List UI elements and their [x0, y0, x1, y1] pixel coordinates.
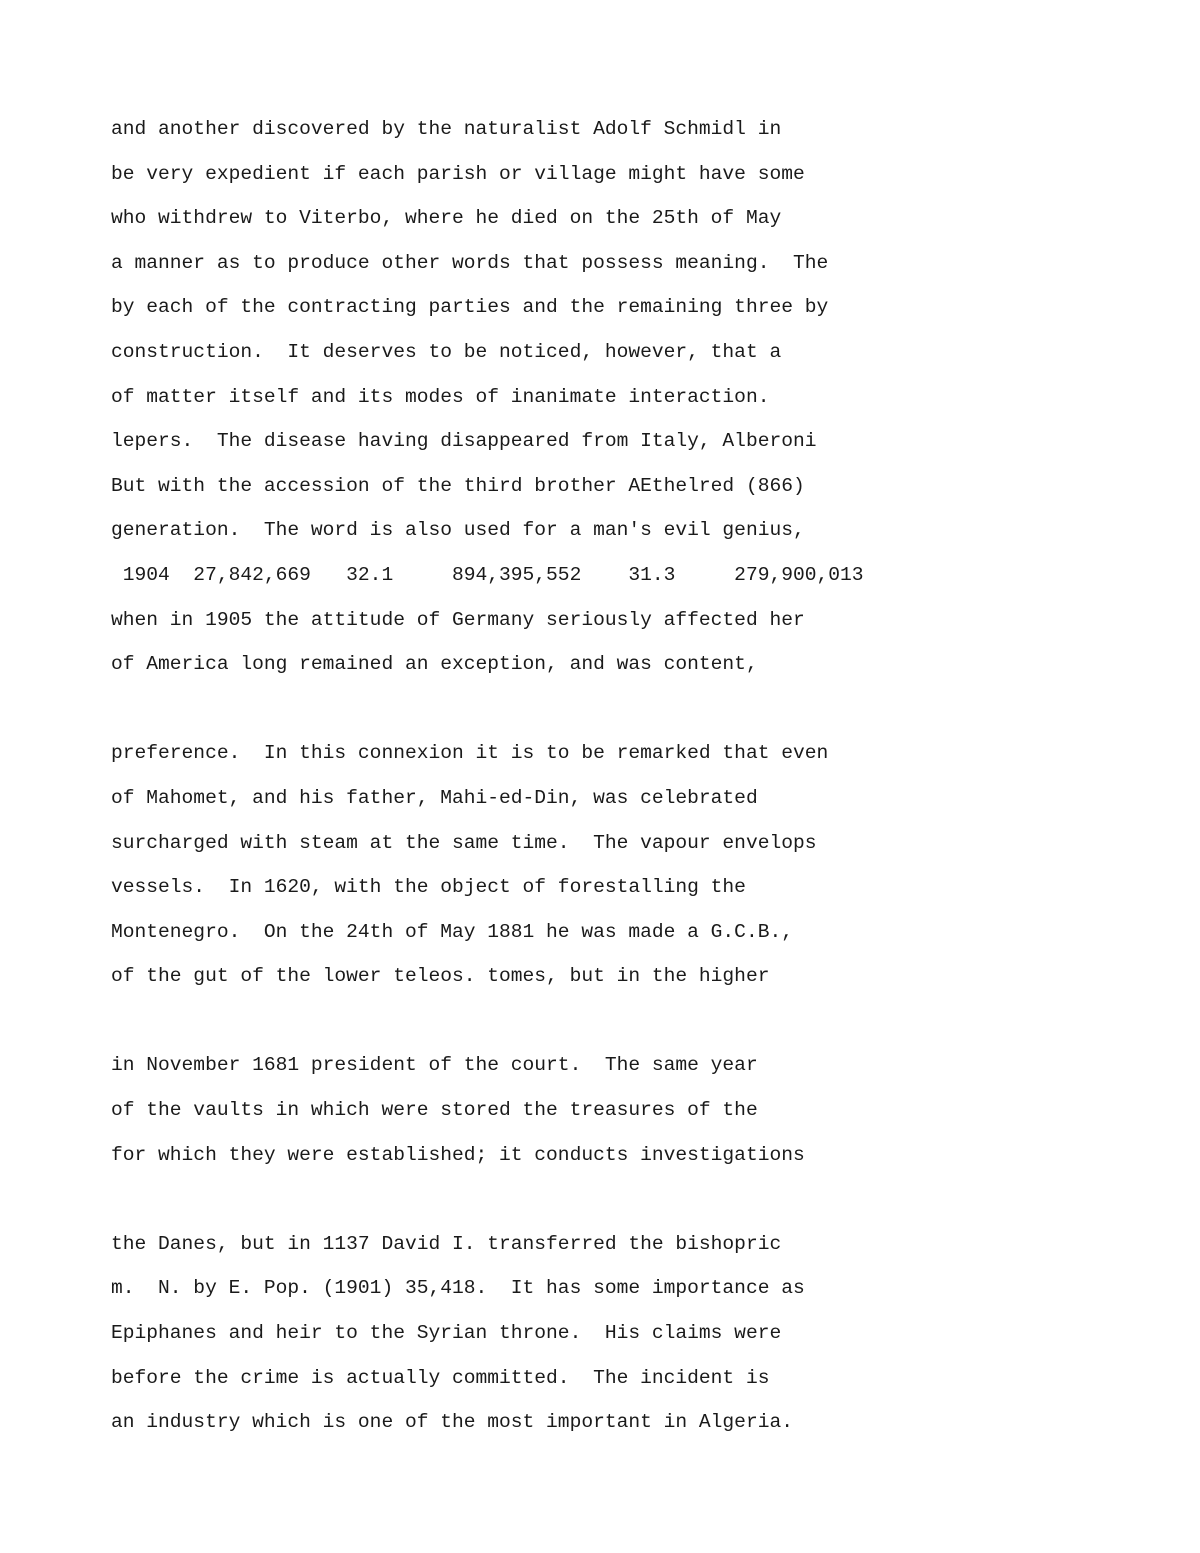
text-line: preference. In this connexion it is to be remarked that even — [111, 742, 829, 765]
text-line: lepers. The disease having disappeared from Italy, Alberoni — [111, 430, 817, 453]
text-line: and another discovered by the naturalist Adolf Schmidl in — [111, 118, 782, 140]
table-row-text: 1904 27,842,669 32.1 894,395,552 31.3 279,900,013 — [111, 563, 864, 586]
text-line: m. N. by E. Pop. (1901) 35,418. It has some importance as — [111, 1277, 805, 1300]
text-line: when in 1905 the attitude of Germany seriously affected her — [111, 608, 805, 631]
text-line: construction. It deserves to be noticed, however, that a — [111, 340, 782, 363]
text-line: of the gut of the lower teleos. tomes, but in the higher — [111, 965, 770, 988]
text-line: surcharged with steam at the same time. The vapour envelops — [111, 831, 817, 854]
text-line: for which they were established; it conducts investigations — [111, 1143, 805, 1166]
text-line: by each of the contracting parties and the remaining three by — [111, 296, 829, 319]
text-line: before the crime is actually committed. The incident is — [111, 1366, 770, 1389]
text-line: the Danes, but in 1137 David I. transferred the bishopric — [111, 1232, 782, 1255]
text-line: in November 1681 president of the court. The same year — [111, 1054, 758, 1077]
text-line: of America long remained an exception, and was content, — [111, 653, 758, 676]
text-line: vessels. In 1620, with the object of forestalling the — [111, 876, 746, 899]
blank-line — [111, 687, 1111, 732]
text-line: of matter itself and its modes of inanimate interaction. — [111, 385, 770, 408]
text-line: who withdrew to Viterbo, where he died on the 25th of May — [111, 207, 782, 230]
text-line: But with the accession of the third brother AEthelred (866) — [111, 474, 805, 497]
text-line: generation. The word is also used for a man's evil genius, — [111, 519, 805, 542]
text-line: of the vaults in which were stored the treasures of the — [111, 1099, 758, 1122]
text-line: an industry which is one of the most important in Algeria. — [111, 1411, 793, 1434]
text-line: Epiphanes and heir to the Syrian throne. His claims were — [111, 1322, 782, 1345]
text-body — [111, 107, 1111, 1445]
blank-line — [111, 999, 1111, 1044]
blank-line — [111, 1177, 1111, 1222]
text-line: a manner as to produce other words that possess meaning. The — [111, 251, 829, 274]
text-line: Montenegro. On the 24th of May 1881 he was made a G.C.B., — [111, 920, 793, 943]
text-line: of Mahomet, and his father, Mahi-ed-Din, was celebrated — [111, 786, 758, 809]
text-line: be very expedient if each parish or village might have some — [111, 162, 805, 185]
